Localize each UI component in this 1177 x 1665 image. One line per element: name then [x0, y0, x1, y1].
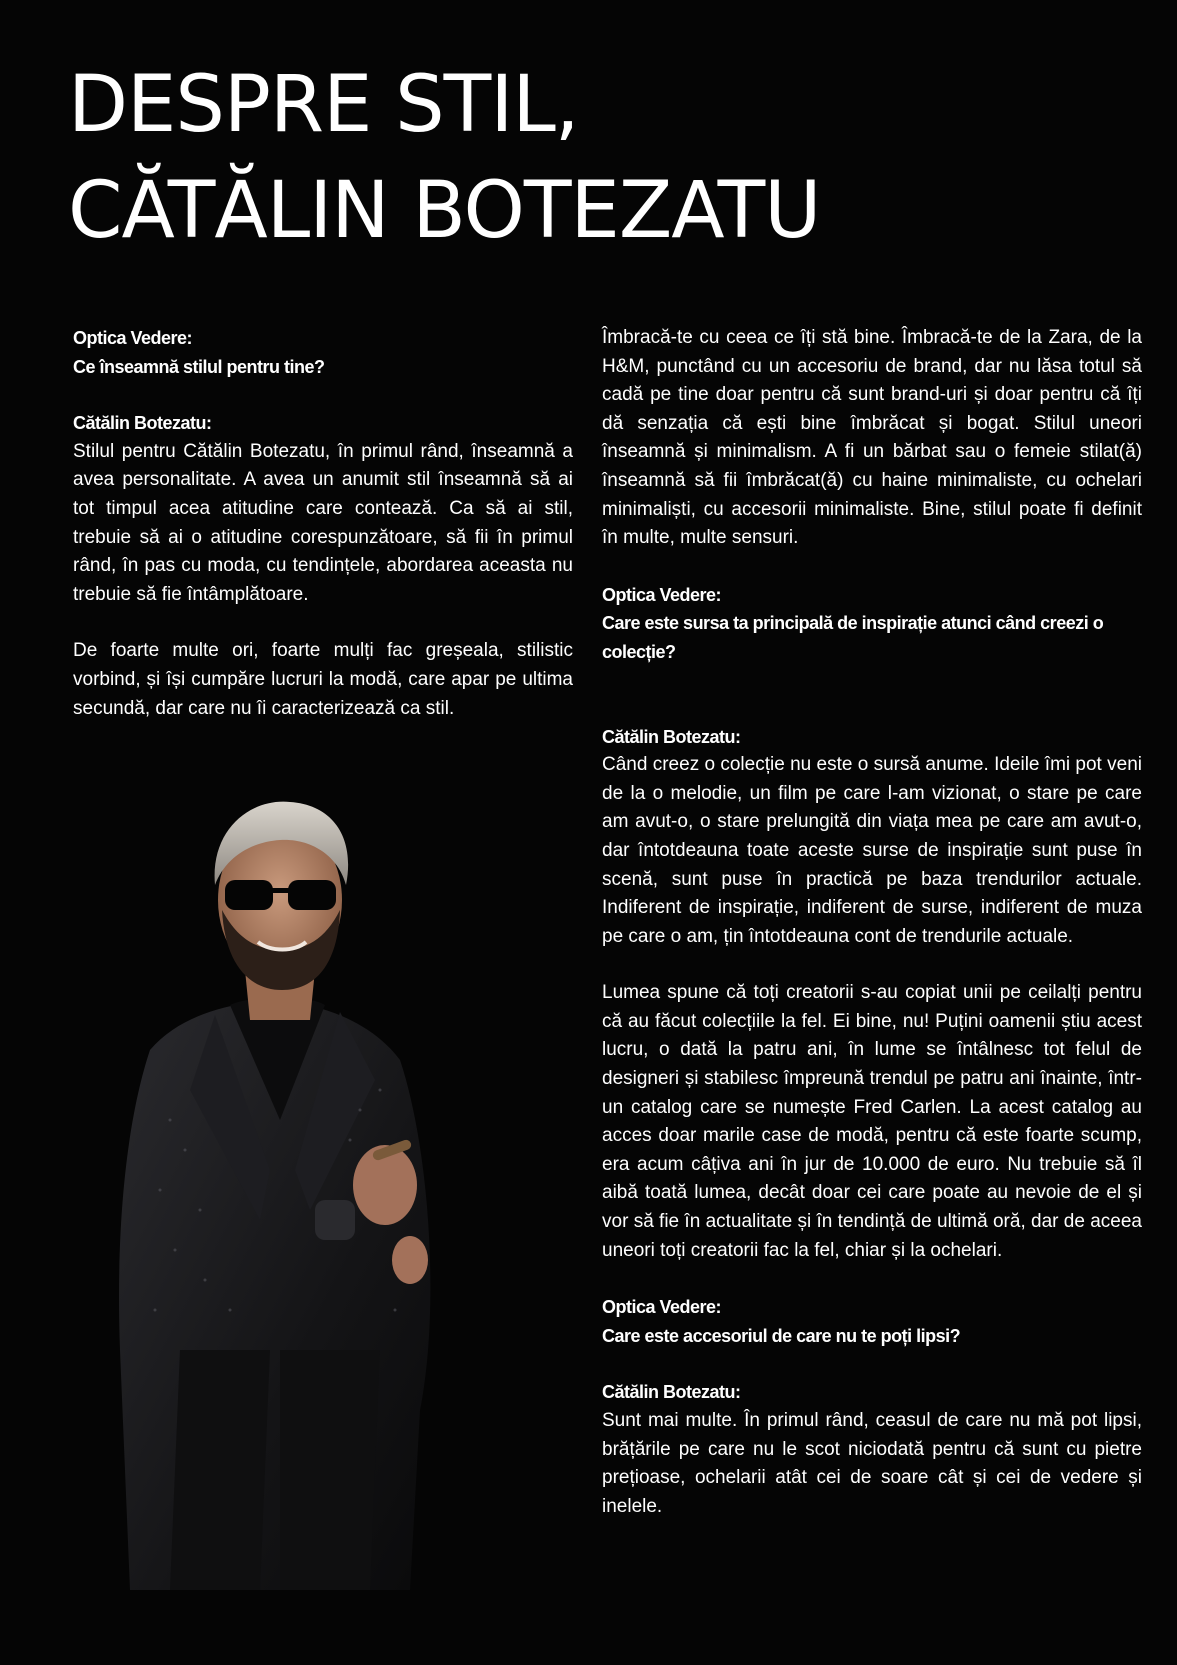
- answer-paragraph: Stilul pentru Cătălin Botezatu, în primul rând, înseamnă a avea personalitate. A avea un anumit stil înseamnă să ai tot timpul acea atitudine care contează. Ca să ai stil, trebuie să ai o atitudine corespunzătoare, să fii în primul rând, în pas cu moda, cu tendințele, abordarea aceasta nu trebuie să fie întâmplătoare.: [73, 440, 573, 605]
- answer-paragraph: Sunt mai multe. În primul rând, ceasul de care nu mă pot lipsi, brățările pe care nu le scot niciodată pentru că sunt cu pietre prețioase, ochelarii atât cei de soare cât și cei de vedere și inelele.: [602, 1410, 1142, 1517]
- answer-paragraph: De foarte multe ori, foarte mulți fac greșeala, stilistic vorbind, și își cumpăre lucruri la modă, care apar pe ultima secundă, dar care nu îi caracterizează ca stil.: [73, 640, 573, 719]
- speaker-label: Cătălin Botezatu:: [73, 413, 212, 434]
- question-text: Care este sursa ta principală de inspirație atunci când creezi o colecție?: [602, 613, 1104, 662]
- interviewer-label: Optica Vedere:: [602, 584, 722, 605]
- left-column: [73, 324, 573, 723]
- interviewer-label: Optica Vedere:: [73, 328, 193, 348]
- right-column: [602, 324, 1142, 1521]
- question-text: Care este accesoriul de care nu te poți lipsi?: [602, 1325, 961, 1346]
- title-line-2: CĂTĂLIN BOTEZATU: [68, 166, 821, 256]
- portrait-photo: [110, 790, 470, 1590]
- speaker-label: Cătălin Botezatu:: [602, 1382, 741, 1403]
- answer-paragraph: Lumea spune că toți creatorii s-au copiat unii pe ceilalți pentru că au făcut colecțiile la fel. Ei bine, nu! Puțini oamenii știu acest lucru, o dată la patru ani, în lume se întâlnesc tot felul de designeri și stabilesc împreună trendul pe patru ani înainte, într-un catalog care se numește Fred Carlen. La acest catalog au acces doar marile case de modă, pentru că este foarte scump, era acum câțiva ani în jur de 10.000 de euro. Nu trebuie să îl aibă toată lumea, decât doar cei care poate au nevoie de el și vor să fie în actualitate și în tendință de ultimă oră, dar de aceea uneori toți creatorii fac la fel, chiar și la ochelari.: [602, 982, 1142, 1261]
- page-title: [68, 52, 820, 264]
- speaker-label: Cătălin Botezatu:: [602, 726, 741, 747]
- title-line-1: DESPRE STIL,: [68, 60, 579, 150]
- answer-paragraph: Îmbracă-te cu ceea ce îți stă bine. Îmbracă-te de la Zara, de la H&M, punctând cu un accesoriu de brand, dar nu lăsa totul să cadă pe tine doar pentru că sunt brand-uri și doar pentru că îți dă senzația că ești bine îmbrăcat și bogat. Stilul uneori înseamnă și minimalism. A fi un bărbat sau o femeie stilat(ă) înseamnă să fii îmbrăcat(ă) cu haine minimaliste, cu ochelari minimaliști, cu accesorii minimaliste. Bine, stilul poate fi definit în multe, multe sensuri.: [602, 327, 1142, 549]
- interviewer-label: Optica Vedere:: [602, 1297, 722, 1318]
- question-text: Ce înseamnă stilul pentru tine?: [73, 356, 325, 377]
- answer-paragraph: Când creez o colecție nu este o sursă anume. Ideile îmi pot veni de la o melodie, un film pe care l-am vizionat, o stare pe care am avut-o, o stare prelungită din viața mea pe care am avut-o, dar întotdeauna toate aceste surse de inspirație sunt puse în scenă, sunt puse în practică pe baza trendurilor actuale. Indiferent de inspirație, indiferent de surse, indiferent de muza pe care o am, țin întotdeauna cont de trendurile actuale.: [602, 754, 1142, 947]
